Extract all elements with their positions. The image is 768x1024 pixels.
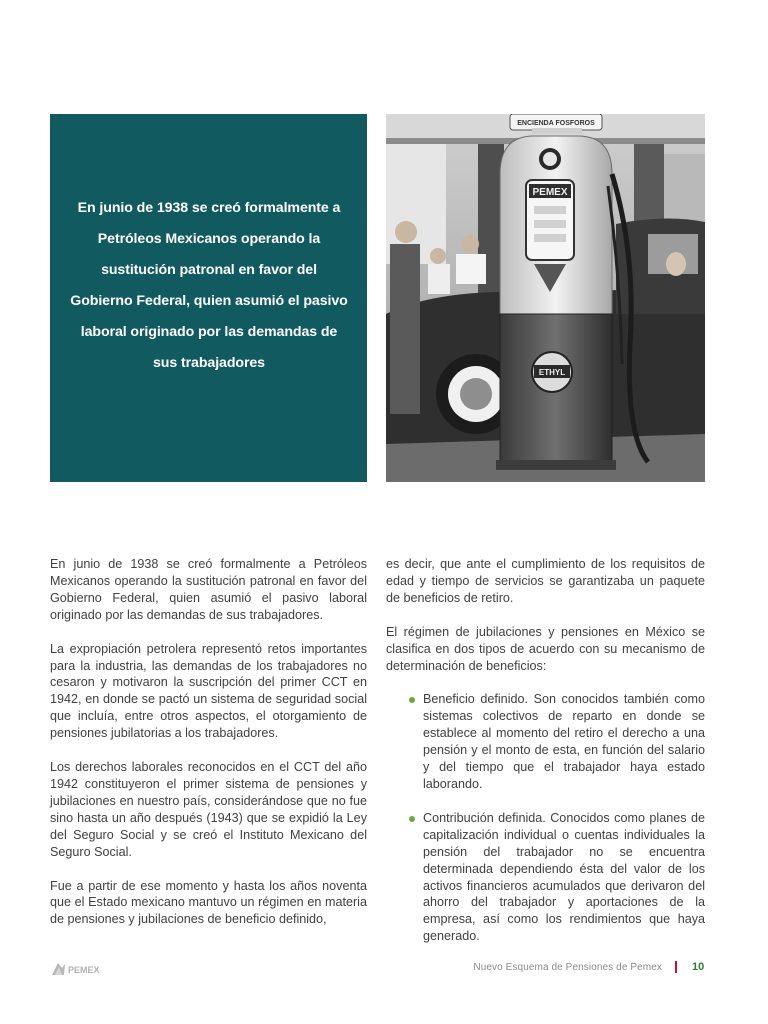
paragraph: El régimen de jubilaciones y pensiones en México se clasifica en dos tipos de acuerdo con su mecanismo de determinación de beneficios: [386,624,705,673]
pull-quote: En junio de 1938 se creó formalmente a Petróleos Mexicanos operando la sustitución patronal en favor del Gobierno Federal, quien asumió el pasivo laboral originado por las demandas de sus trabajadores [70,200,348,371]
page-number: 10 [692,961,705,973]
paragraph: Los derechos laborales reconocidos en el CCT del año 1942 constituyeron el primer sistema de pensiones y jubilaciones en nuestro país, considerándose que no fue sino hasta un año después (1943) que se expidió la Ley del Seguro Social y se creó el Instituto Mexicano del Seguro Social. [50,760,367,859]
footer-divider [675,961,677,973]
pump-brand-text: PEMEX [532,187,568,198]
pump-badge-text: ETHYL [538,368,566,377]
pemex-logo-text: PEMEX [68,965,100,975]
bullet-list [386,691,705,945]
paragraph: es decir, que ante el cumplimiento de los requisitos de edad y tiempo de servicios se garantizaba un paquete de beneficios de retiro. [386,557,705,605]
right-column [386,556,705,962]
bullet-icon [409,816,415,822]
paragraph: La expropiación petrolera representó retos importantes para la industria, las demandas de los trabajadores no cesaron y motivaron la suscripción del primer CCT en 1942, en donde se pactó un sistema de seguridad social que incluía, entre otros aspectos, el otorgamiento de pensiones jubilatorias a los trabajadores. [50,641,367,741]
list-item-text: Contribución definida. Conocidos como planes de capitalización individual o cuentas individuales la pensión del trabajador no se encuentra determinada dependiendo ésta del valor de los activos financieros acumulados que derivaron del ahorro del trabajador y aportaciones de la empresa, así como los rendimientos que haya generado. [423,810,705,944]
gas-pump-photo [386,114,705,482]
list-item [386,810,705,945]
pump-sign-text: ENCIENDA FOSFOROS [517,120,595,127]
list-item-text: Beneficio definido. Son conocidos también como sistemas colectivos de reparto en donde se establece al momento del retiro el derecho a una pensión y el monto de esta, en función del salario y del tiempo que el trabajador haya estado laborando. [423,692,705,791]
pemex-logo [50,960,120,978]
paragraph: En junio de 1938 se creó formalmente a Petróleos Mexicanos operando la sustitución patronal en favor del Gobierno Federal, quien asumió el pasivo laboral originado por las demandas de sus trabajadores. [50,557,367,622]
left-column [50,556,367,945]
footer-title: Nuevo Esquema de Pensiones de Pemex [473,962,662,973]
paragraph: Fue a partir de ese momento y hasta los años noventa que el Estado mexicano mantuvo un régimen en materia de pensiones y jubilaciones de beneficio definido, [50,878,367,927]
bullet-icon [409,697,415,703]
list-item [386,691,705,792]
